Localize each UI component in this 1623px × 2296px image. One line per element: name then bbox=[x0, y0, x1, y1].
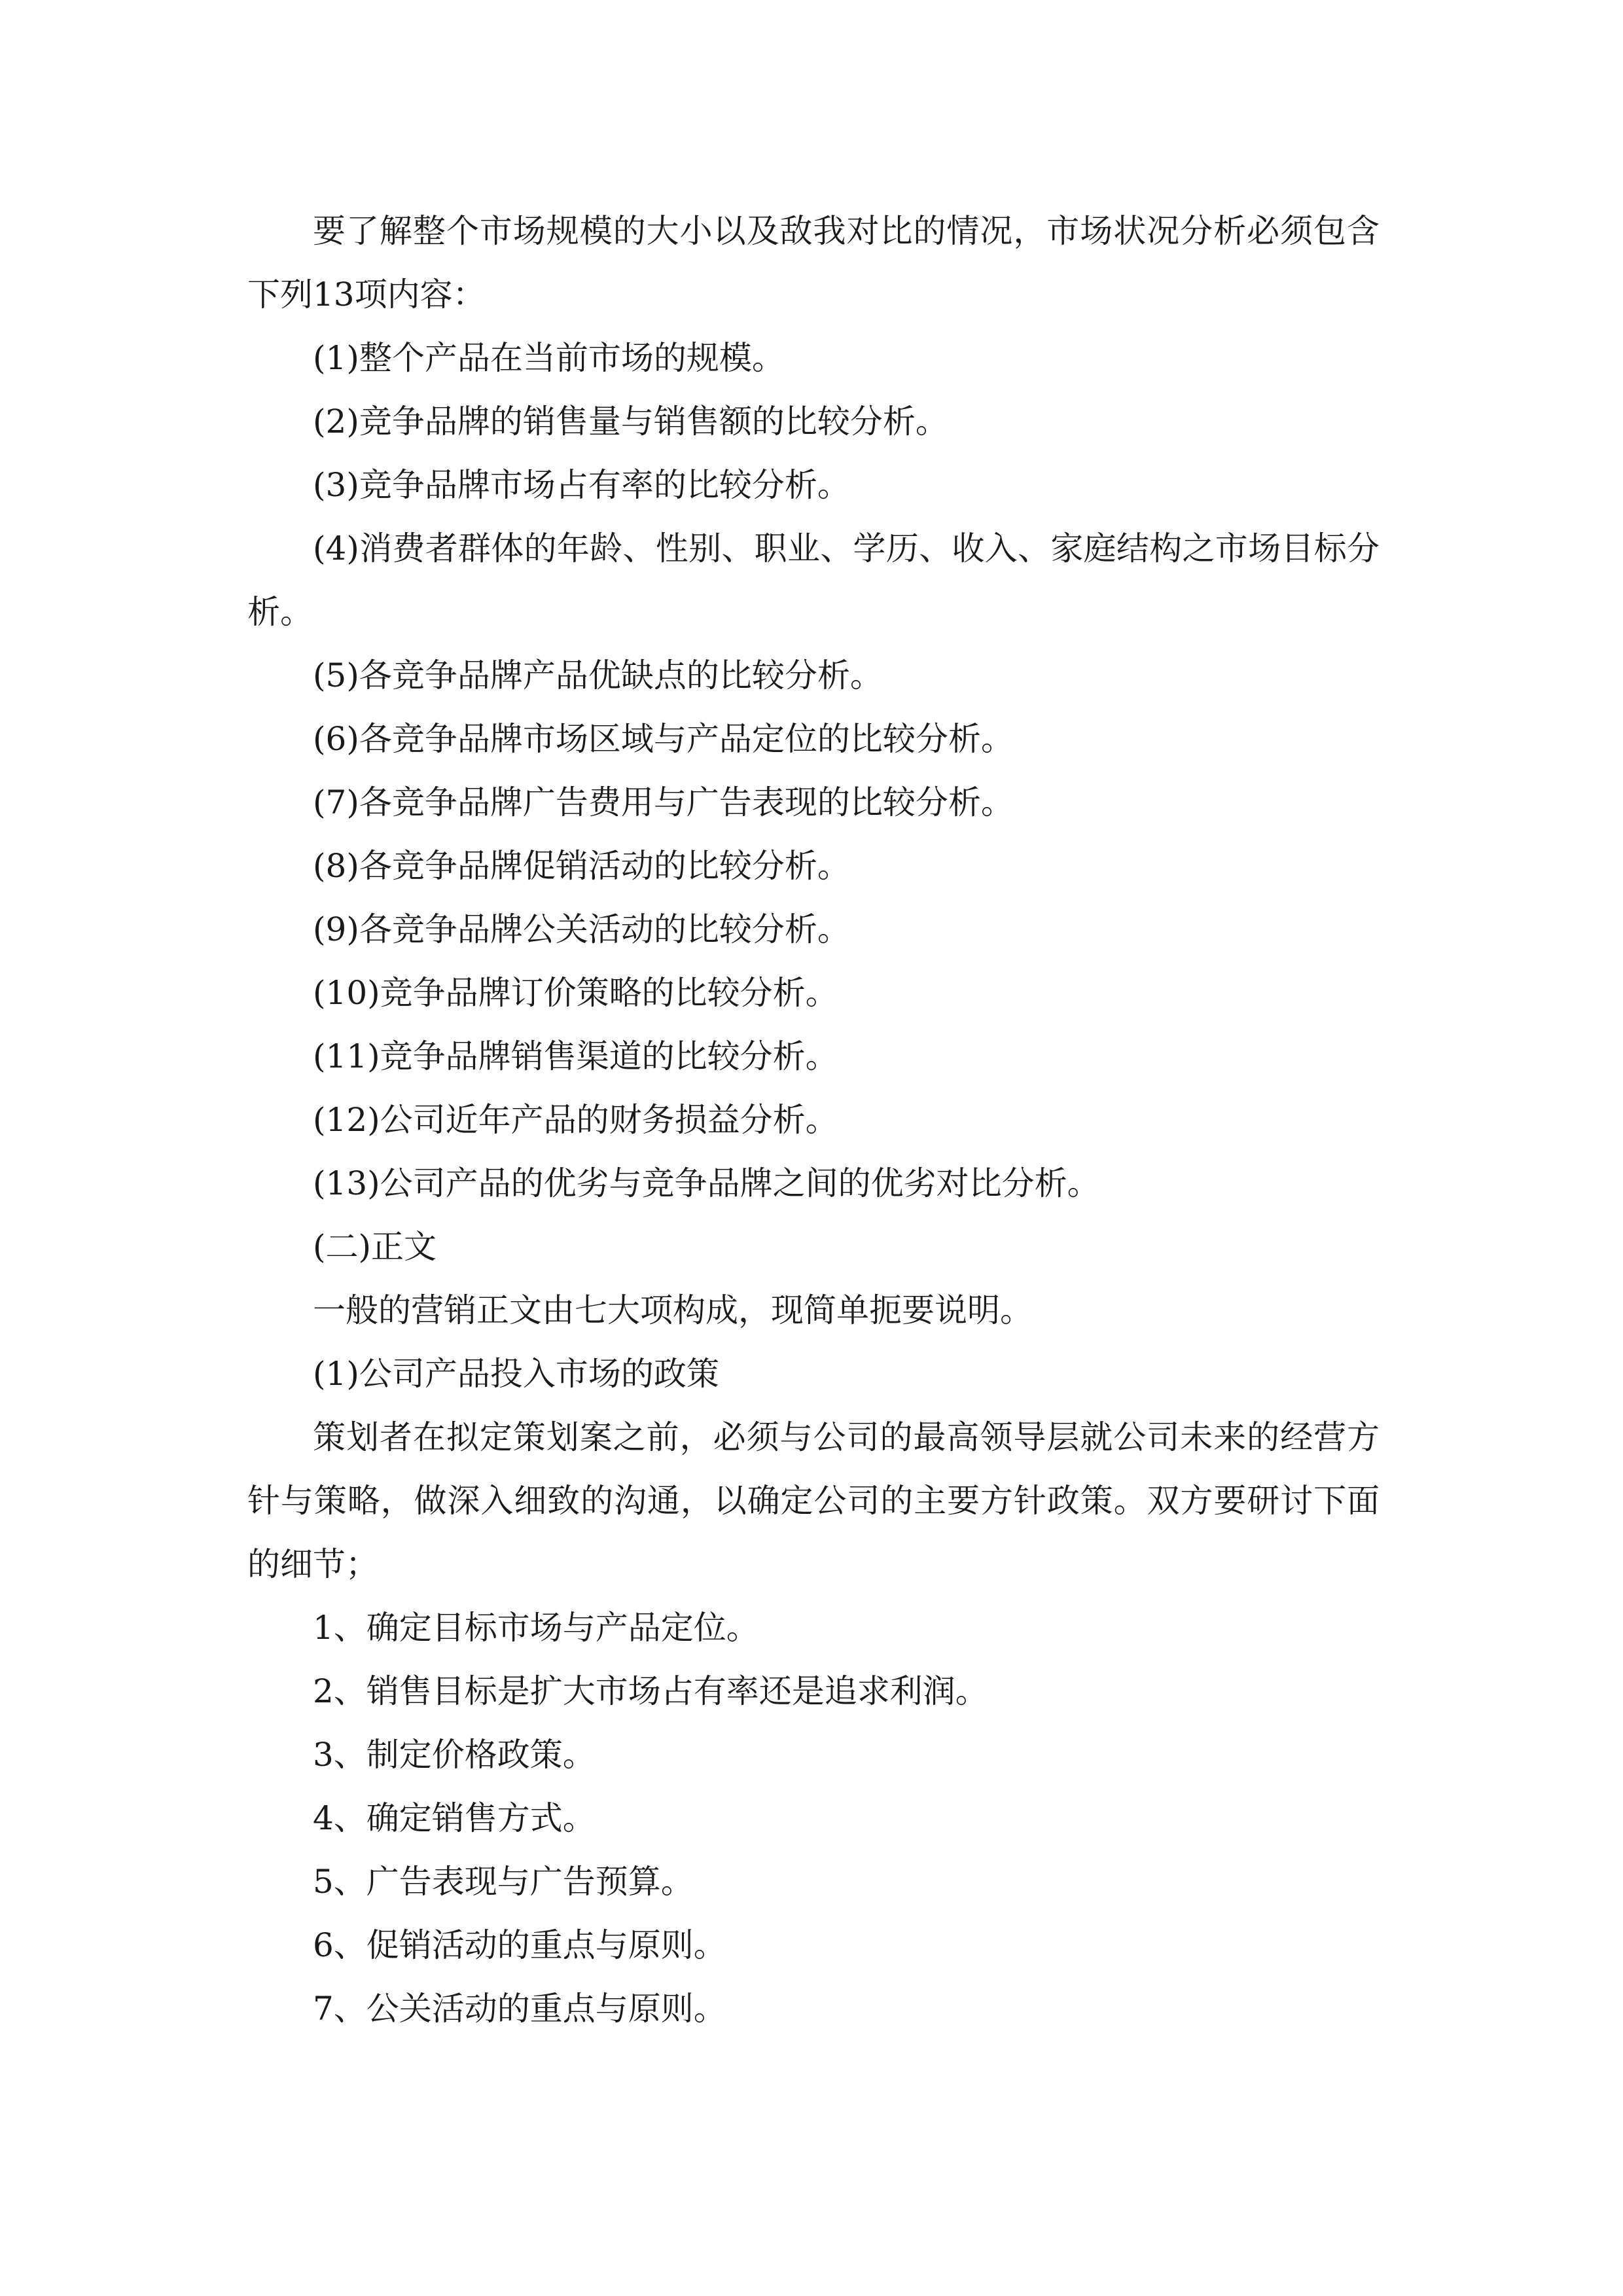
section-heading: (二)正文 bbox=[313, 1228, 437, 1266]
detail-item-6: 6、促销活动的重点与原则。 bbox=[313, 1926, 726, 1964]
list-item-9: (9)各竞争品牌公关活动的比较分析。 bbox=[313, 910, 850, 948]
list-item-6: (6)各竞争品牌市场区域与产品定位的比较分析。 bbox=[313, 720, 1014, 758]
list-item-2: (2)竞争品牌的销售量与销售额的比较分析。 bbox=[313, 403, 948, 440]
detail-item-4: 4、确定销售方式。 bbox=[313, 1799, 596, 1837]
list-item-13: (13)公司产品的优劣与竞争品牌之间的优劣对比分析。 bbox=[313, 1164, 1100, 1202]
section-intro: 一般的营销正文由七大项构成，现简单扼要说明。 bbox=[313, 1291, 1033, 1329]
list-item-7: (7)各竞争品牌广告费用与广告表现的比较分析。 bbox=[313, 783, 1014, 821]
list-item-4: (4)消费者群体的年龄、性别、职业、学历、收入、家庭结构之市场目标分析。 bbox=[247, 529, 1380, 631]
list-item-1: (1)整个产品在当前市场的规模。 bbox=[313, 339, 785, 377]
list-item-5: (5)各竞争品牌产品优缺点的比较分析。 bbox=[313, 656, 883, 694]
subsection-heading: (1)公司产品投入市场的政策 bbox=[313, 1355, 719, 1393]
list-item-11: (11)竞争品牌销售渠道的比较分析。 bbox=[313, 1037, 838, 1075]
list-item-10: (10)竞争品牌订价策略的比较分析。 bbox=[313, 974, 838, 1012]
detail-item-2: 2、销售目标是扩大市场占有率还是追求利润。 bbox=[313, 1672, 988, 1710]
detail-item-7: 7、公关活动的重点与原则。 bbox=[313, 1990, 726, 2028]
list-item-3: (3)竞争品牌市场占有率的比较分析。 bbox=[313, 466, 850, 504]
detail-item-5: 5、广告表现与广告预算。 bbox=[313, 1863, 694, 1901]
list-item-12: (12)公司近年产品的财务损益分析。 bbox=[313, 1101, 838, 1139]
detail-item-3: 3、制定价格政策。 bbox=[313, 1736, 596, 1774]
document-body bbox=[247, 200, 1380, 2041]
list-item-8: (8)各竞争品牌促销活动的比较分析。 bbox=[313, 847, 850, 885]
detail-item-1: 1、确定目标市场与产品定位。 bbox=[313, 1609, 759, 1647]
paragraph-intro: 要了解整个市场规模的大小以及敌我对比的情况，市场状况分析必须包含下列13项内容： bbox=[247, 212, 1380, 314]
subsection-paragraph: 策划者在拟定策划案之前，必须与公司的最高领导层就公司未来的经营方针与策略，做深入细致的沟通，以确定公司的主要方针政策。双方要研讨下面的细节； bbox=[247, 1418, 1380, 1583]
